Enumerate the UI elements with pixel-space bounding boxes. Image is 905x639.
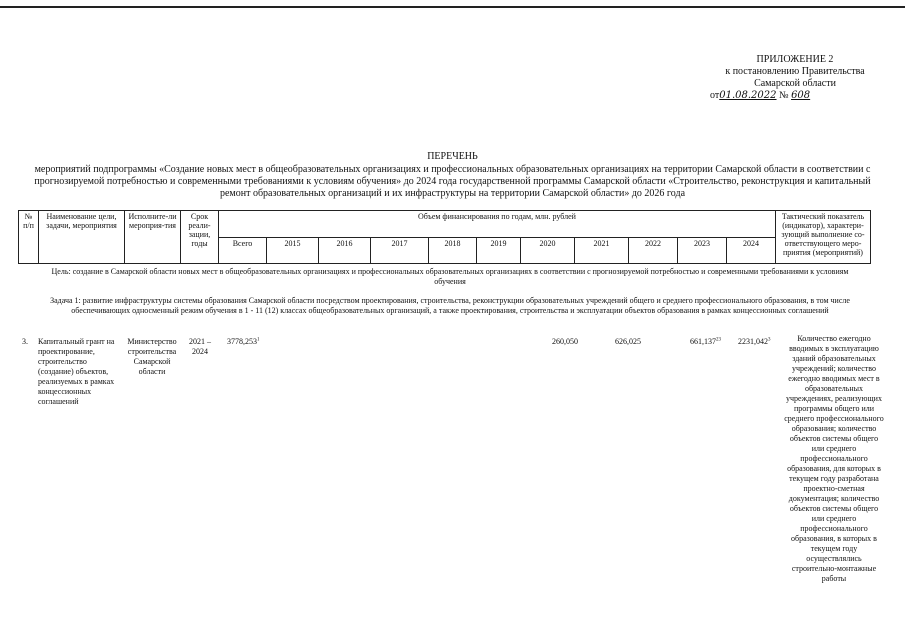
row-term-end: 2024 [192,347,208,356]
appendix-block [700,54,890,102]
row-number: 3. [22,337,28,346]
number-label: № [779,90,789,101]
header-year-2022: 2022 [629,237,678,264]
row-value-2022: 626,025 [615,337,641,346]
row-executor: Министерство строительства Самарской области [127,337,177,376]
header-year-2021: 2021 [575,237,629,264]
header-year-2017: 2017 [371,237,429,264]
row-value-2023-footnote: 23 [716,337,721,343]
header-year-2015: 2015 [267,237,319,264]
row-name: Капитальный грант на проектирование, строительство (создание) объектов, реализуемых в рамках концессионных соглашений [38,337,115,406]
header-year-total: Всего [219,237,267,264]
row-term-start: 2021 – [189,337,211,346]
row-term [182,337,218,357]
appendix-region: Самарской области [754,78,836,89]
header-name: Наименование цели, задачи, мероприятия [39,211,125,264]
appendix-date-line [700,90,890,102]
from-label: от [710,90,720,101]
document-title: ПЕРЕЧЕНЬ [427,151,478,162]
header-year-2023: 2023 [678,237,727,264]
appendix-resolution: к постановлению Правительства [725,66,865,77]
appendix-title: ПРИЛОЖЕНИЕ 2 [756,54,834,65]
goal-text: Цель: создание в Самарской области новых мест в общеобразовательных организациях и профессиональных образовательных организациях в соответствии с прогнозируемой потребностью и современными требованиями к условиям обучения [51,267,849,286]
row-indicator: Количество ежегодно вводимых в эксплуатацию зданий образовательных учреждений; количество ежегодно вводимых мест в образовательных учреждениях, реализующих программы общего или среднего профессионального образования; количество объектов системы общего или среднего профессионального образования, для которых в текущем году разработана проектно-сметная документация; количество объектов системы общего или среднего профессионального образования, в которых в текущем году осуществлялись строительно-монтажные работы [784,334,884,583]
task-text: Задача 1: развитие инфраструктуры системы образования Самарской области посредством проектирования, строительства, реконструкции образовательных учреждений общего и среднего профессионального образования, в том числе обеспечивающих односменный режим обучения в 1 - 11 (12) классах общеобразовательных организаций, а также проектирования, строительства и эксплуатации объектов образования в рамках концессионных соглашений [50,296,850,315]
row-value-2024-footnote: 3 [768,337,771,343]
header-indicator: Тактический показатель (индикатор), характери-зующий выполнение со-ответствующего меро-приятия (мероприятий) [776,211,871,264]
row-total-footnote: 1 [257,337,260,343]
header-executor: Исполните-ли мероприя-тия [125,211,181,264]
header-year-2016: 2016 [319,237,371,264]
header-year-2019: 2019 [477,237,521,264]
scan-edge-line [0,6,905,8]
handwritten-number: 608 [791,90,811,101]
row-value-2021: 260,050 [552,337,578,346]
row-value-2023-number: 661,137 [690,337,716,346]
header-term: Срок реали-зации, годы [181,211,219,264]
handwritten-date: 01.08.2022 [719,90,777,101]
row-total-value: 3778,253 [227,337,257,346]
header-funding: Объем финансирования по годам, млн. рублей [219,211,776,238]
row-value-2023 [690,337,721,347]
row-value-2024 [738,337,771,347]
funding-table-header [18,210,871,264]
header-year-2018: 2018 [429,237,477,264]
row-value-2024-number: 2231,042 [738,337,768,346]
row-total [227,337,260,347]
header-year-2024: 2024 [727,237,776,264]
header-number: № п/п [19,211,39,264]
header-year-2020: 2020 [521,237,575,264]
document-subtitle: мероприятий подпрограммы «Создание новых мест в общеобразовательных организациях и профессиональных образовательных организациях на территории Самарской области в соответствии с прогнозируемой потребностью и современными требованиями к условиям обучения» до 2024 года государственной программы Самарской области «Строительство, реконструкция и капитальный ремонт образовательных организаций и их инфраструктуры на территории Самарской области» до 2026 года [34,164,871,199]
